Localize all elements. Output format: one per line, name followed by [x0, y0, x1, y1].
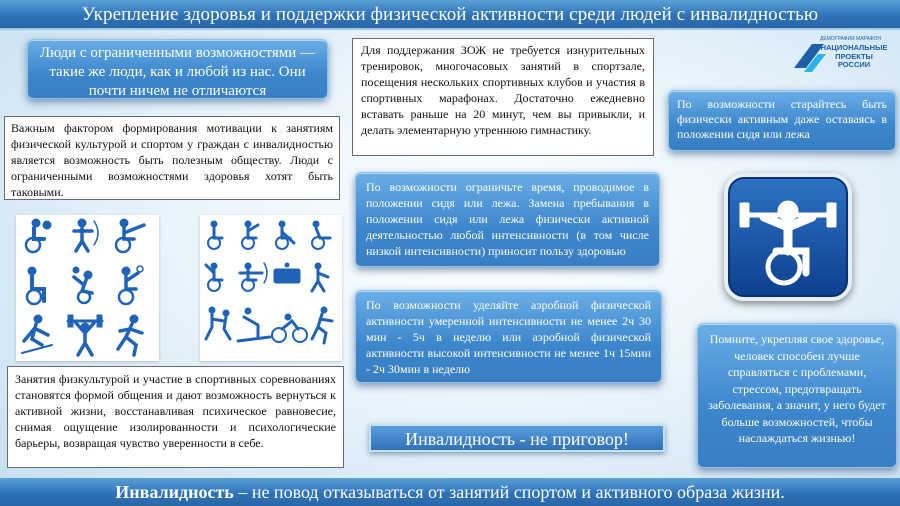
cycling-icon: [274, 263, 300, 283]
archery-icon: [74, 219, 98, 251]
wheelchair-rugby-icon: [242, 221, 258, 249]
fencing-icon: [116, 219, 144, 252]
verdict-banner: Инвалидность - не приговор!: [369, 424, 665, 452]
sports-pictograms-2: [200, 215, 342, 361]
page-footer: [0, 478, 900, 506]
wheelchair-basketball-icon: [208, 221, 222, 249]
handbike-icon: [272, 314, 307, 342]
wheelchair-tennis-icon: [119, 266, 143, 304]
judo-icon: [206, 307, 230, 339]
sports-pictograms-panel-1: [16, 215, 159, 361]
running-icon: [118, 315, 142, 355]
aerobic-activity-tip: По возможности уделяйте аэробной физической активности умеренной интенсивности не менее 2ч 30 мин - 5ч в неделю или аэробной физической активности высокой интенсивности не менее 1ч 15мин - 2ч 30мин в неделю: [355, 290, 662, 383]
wheelchair-basketball-icon: [26, 219, 51, 252]
sports-pictograms-panel-2: [200, 215, 342, 361]
blade-runner-icon: [312, 307, 332, 343]
wheelchair-dance-icon: [206, 263, 222, 291]
sports-pictograms-1: [16, 215, 159, 361]
page-header: Укрепление здоровья и поддержки физической активности среди людей с инвалидностью: [0, 0, 900, 30]
logo-title: НАЦИОНАЛЬНЫЕ ПРОЕКТЫ РОССИИ: [820, 43, 888, 69]
powerlifting-icon: [312, 263, 328, 291]
remember-note: Помните, укрепляя свое здоровье, человек способен лучше справляться с проблемами, стрессом, предотвращать заболевания, а значит, у него будет больше возможностей, чтобы наслаждаться жизнью!: [697, 323, 897, 468]
sitting-limit-tip: По возможности ограничьте время, проводимое в положении сидя или лежа. Замена пребывания в положении сидя или лежа физически активной деятельностью любой интенсивности (в том числе низкой интенсивности) приносит пользу здоровью: [355, 172, 660, 267]
ski-icon: [22, 315, 52, 353]
footer-emphasis: Инвалидность: [115, 482, 234, 502]
people-note: Люди с ограниченными возможностями — такие же люди, как и любой из нас. Они почти ничем не отличаются: [27, 39, 328, 99]
wheelchair-curling-icon: [276, 221, 294, 249]
wheelchair-race-icon: [312, 221, 330, 249]
volleyball-icon: [73, 267, 92, 303]
sled-icon: [238, 308, 270, 341]
wheelchair-weightlifting-icon: [724, 173, 852, 301]
wheelchair-weightlifting-figure: [728, 177, 848, 297]
wheelchair-icon: [27, 267, 44, 304]
healthy-lifestyle-note: Для поддержания ЗОЖ не требуется изнурительных тренировок, многочасовых занятий в спортзале, посещения нескольких спортивных клубов и участия в спортивных марафонах. Достаточно ежедневно вставать раньше на 20 минут, чем вы привыкли, и делать элементарную утреннюю гимнастику.: [352, 38, 654, 156]
national-projects-logo: [790, 36, 894, 82]
sport-benefits-note: Занятия физкультурой и участие в спортивных соревнованиях становятся формой общения и дают возможность вернуться к активной жизни, восстанавливая психическое равновесие, снимая ощущение изолированности и психологические барьеры, возвращая чувство уверенности в себе.: [7, 366, 344, 468]
footer-text: – не повод отказываться от занятий спортом и активного образа жизни.: [233, 482, 785, 502]
weightlifting-icon: [68, 315, 102, 355]
archery-icon: [240, 263, 267, 291]
activity-tip: По возможности старайтесь быть физически активным даже оставаясь в положении сидя или лежа: [668, 90, 896, 151]
motivation-note: Важным фактором формирования мотивации к занятиям физической культурой и спортом у граждан с инвалидностью является возможность быть полезным обществу. Люди с ограниченными возможностями здоровья хотят быть таковыми.: [4, 116, 340, 200]
logo-subtitle: ДЕМОГРАФИЯ МАРАФОН: [820, 36, 882, 42]
